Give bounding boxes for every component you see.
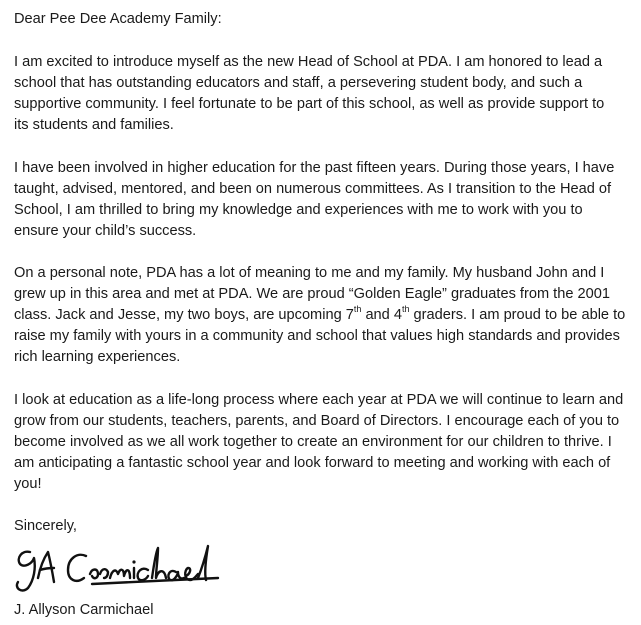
paragraph-3-line-3	[14, 305, 625, 326]
paragraph-3-line-1: On a personal note, PDA has a lot of meaning to me and my family. My husband John and I	[14, 265, 605, 281]
paragraph-3-line-5: rich learning experiences.	[14, 349, 181, 365]
paragraph-3-line-3-part-b: and 4	[361, 307, 402, 323]
paragraph-1-line-1: I am excited to introduce myself as the new Head of School at PDA. I am honored to lead a	[14, 54, 603, 70]
paragraph-4-line-4: am anticipating a fantastic school year and look forward to meeting and working with each of	[14, 455, 611, 471]
paragraph-1-line-2: school that has outstanding educators and staff, a persevering student body, and such a	[14, 75, 583, 91]
paragraph-2-line-3: School, I am thrilled to bring my knowledge and experiences with me to work with you to	[14, 202, 583, 218]
paragraph-3-line-4: raise my family with yours in a community and school that values high standards and provides	[14, 328, 620, 344]
paragraph-1-line-4: its students and families.	[14, 117, 174, 133]
signature-dot	[132, 560, 135, 563]
paragraph-2-line-2: taught, advised, mentored, and been on numerous committees. As I transition to the Head of	[14, 181, 612, 197]
paragraph-3-line-3-part-c: graders. I am proud to be able to	[409, 307, 626, 323]
ordinal-suffix-7th: th	[353, 304, 362, 315]
closing: Sincerely,	[14, 518, 77, 534]
salutation: Dear Pee Dee Academy Family:	[14, 11, 222, 27]
signature-image	[8, 538, 258, 598]
paragraph-2-line-4: ensure your child’s success.	[14, 223, 197, 239]
paragraph-3-line-3-part-a: class. Jack and Jesse, my two boys, are upcoming 7	[14, 307, 354, 323]
paragraph-4-line-3: become involved as we all work together to create an environment for our children to thrive. I	[14, 434, 612, 450]
handwritten-signature	[8, 538, 258, 598]
signer-name: J. Allyson Carmichael	[14, 602, 154, 618]
paragraph-4-line-1: I look at education as a life-long process where each year at PDA we will continue to learn and	[14, 392, 624, 408]
paragraph-2-line-1: I have been involved in higher education for the past fifteen years. During those years, I have	[14, 160, 615, 176]
ordinal-suffix-4th: th	[401, 304, 410, 315]
paragraph-3-line-2: grew up in this area and met at PDA. We are proud “Golden Eagle” graduates from the 2001	[14, 286, 610, 302]
paragraph-4-line-2: grow from our students, teachers, parents, and Board of Directors. I encourage each of you to	[14, 413, 620, 429]
paragraph-4-line-5: you!	[14, 476, 42, 492]
paragraph-1-line-3: supportive community. I feel fortunate to be part of this school, as well as provide support to	[14, 96, 605, 112]
